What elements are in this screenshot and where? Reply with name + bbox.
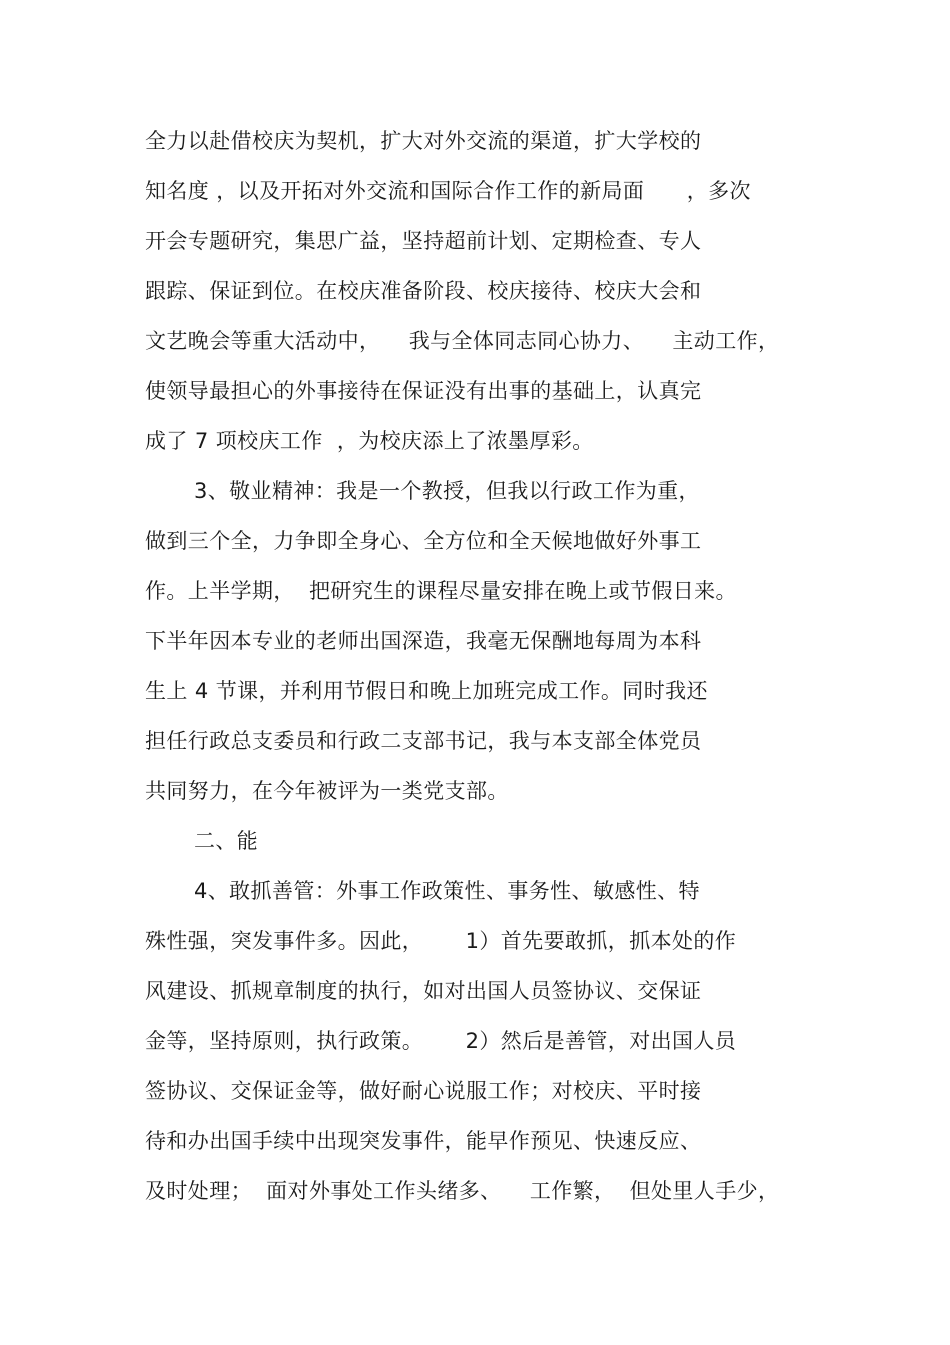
text-line: 担任行政总支委员和行政二支部书记，我与本支部全体党员: [145, 729, 702, 753]
text-line: 生上 4 节课，并利用节假日和晚上加班完成工作。同时我还: [145, 679, 708, 703]
text-line: 殊性强，突发事件多。因此， 1）首先要敢抓，抓本处的作: [145, 929, 737, 953]
text-line: 下半年因本专业的老师出国深造，我毫无保酬地每周为本科: [145, 629, 702, 653]
text-line: 风建设、抓规章制度的执行，如对出国人员签协议、交保证: [145, 979, 702, 1003]
text-line: 金等，坚持原则，执行政策。 2）然后是善管，对出国人员: [145, 1029, 737, 1053]
text-line: 使领导最担心的外事接待在保证没有出事的基础上，认真完: [145, 379, 702, 403]
text-line: 全力以赴借校庆为契机，扩大对外交流的渠道，扩大学校的: [145, 129, 702, 153]
paragraph-heading-4: 4、敢抓善管：外事工作政策性、事务性、敏感性、特: [194, 879, 700, 903]
text-line: 待和办出国手续中出现突发事件，能早作预见、快速反应、: [145, 1129, 702, 1153]
text-line: 签协议、交保证金等，做好耐心说服工作；对校庆、平时接: [145, 1079, 702, 1103]
text-line: 成了 7 项校庆工作 ，为校庆添上了浓墨厚彩。: [145, 429, 594, 453]
text-line: 作。上半学期， 把研究生的课程尽量安排在晚上或节假日来。: [145, 579, 737, 603]
text-line: 跟踪、保证到位。在校庆准备阶段、校庆接待、校庆大会和: [145, 279, 702, 303]
text-line: 文艺晚会等重大活动中， 我与全体同志同心协力、 主动工作，: [145, 329, 780, 353]
text-line: 做到三个全，力争即全身心、全方位和全天候地做好外事工: [145, 529, 702, 553]
paragraph-heading-3: 3、敬业精神：我是一个教授，但我以行政工作为重，: [194, 479, 700, 503]
text-line: 开会专题研究，集思广益，坚持超前计划、定期检查、专人: [145, 229, 702, 253]
text-line: 及时处理； 面对外事处工作头绪多、 工作繁， 但处里人手少，: [145, 1179, 780, 1203]
text-line: 知名度 ，以及开拓对外交流和国际合作工作的新局面 ，多次: [145, 179, 751, 203]
section-heading: 二、能: [194, 829, 259, 853]
text-line: 共同努力，在今年被评为一类党支部。: [145, 779, 509, 803]
